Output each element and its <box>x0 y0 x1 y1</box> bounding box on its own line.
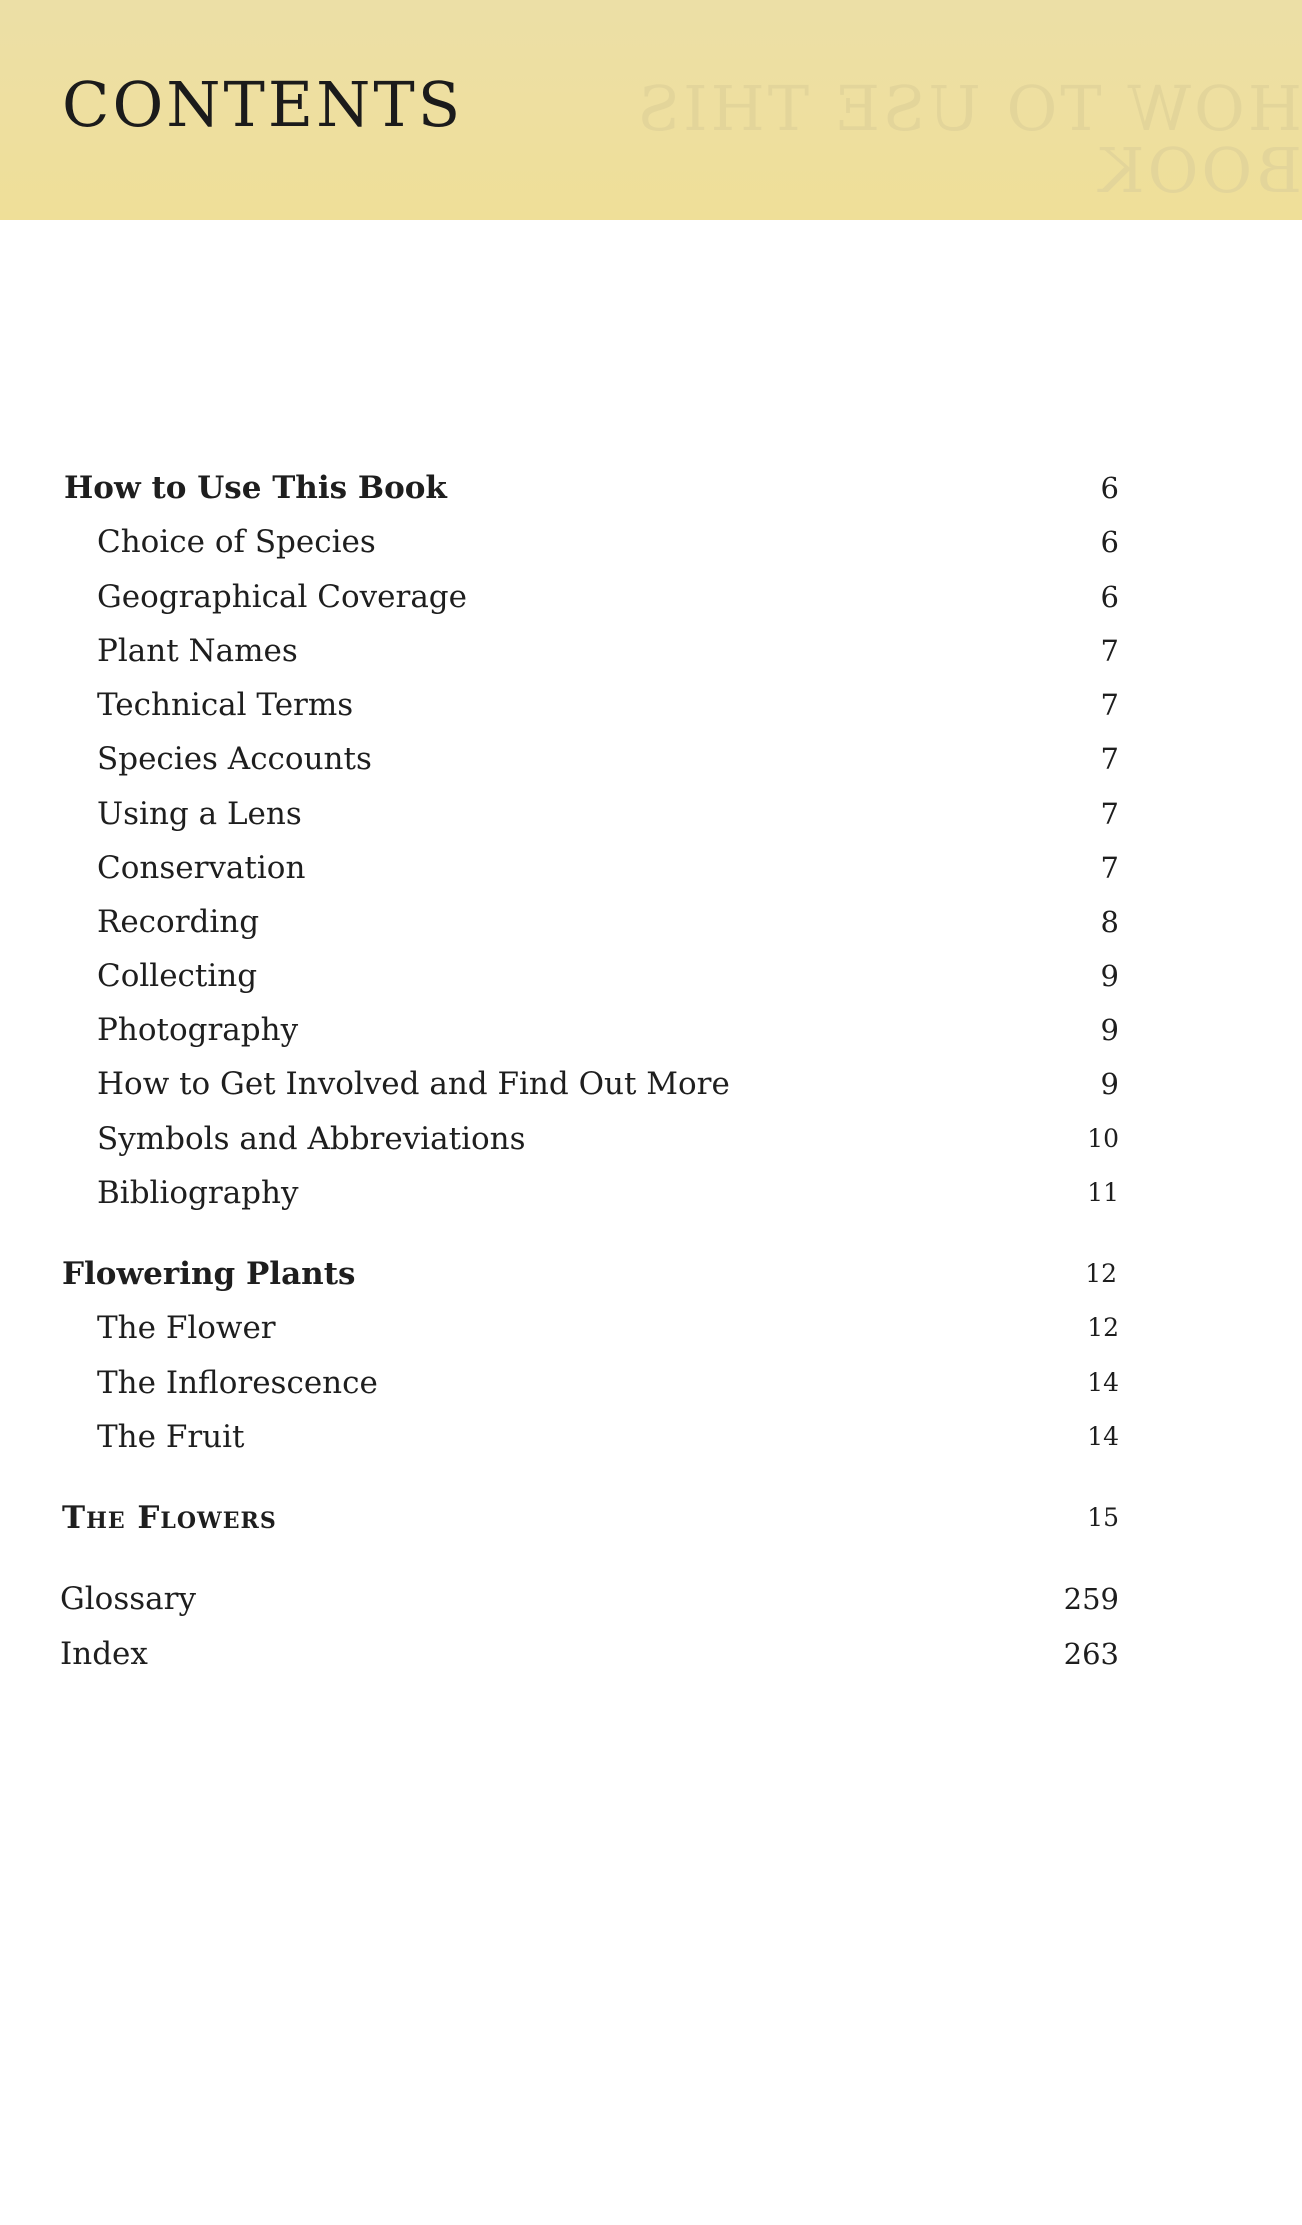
header-band <box>0 0 1302 220</box>
toc-entry-title: Using a Lens <box>97 796 302 832</box>
toc-page-number: 6 <box>1100 580 1119 614</box>
toc-entry[interactable] <box>0 844 1302 892</box>
toc-entry-title: How to Get Involved and Find Out More <box>97 1066 730 1102</box>
toc-entry-title: Technical Terms <box>97 687 354 723</box>
toc-entry-title: Choice of Species <box>97 524 376 560</box>
toc-entry[interactable] <box>0 1169 1302 1217</box>
toc-page-number: 7 <box>1100 634 1119 668</box>
toc-entry-title: Conservation <box>97 850 306 886</box>
toc-page-number: 10 <box>1087 1124 1119 1153</box>
toc-entry[interactable] <box>0 790 1302 838</box>
toc-entry[interactable] <box>0 573 1302 621</box>
toc-page-number: 15 <box>1087 1503 1119 1532</box>
toc-section-title: How to Use This Book <box>64 470 447 506</box>
page-title: CONTENTS <box>62 68 464 141</box>
toc-page-number: 7 <box>1100 688 1119 722</box>
toc-entry[interactable] <box>0 1359 1302 1407</box>
toc-section-how-to-use[interactable] <box>0 464 1302 512</box>
toc-entry-title: Index <box>60 1636 148 1672</box>
toc-page-number: 6 <box>1100 525 1119 559</box>
toc-entry-title: Symbols and Abbreviations <box>97 1121 526 1157</box>
toc-page-number: 14 <box>1087 1422 1119 1451</box>
toc-entry[interactable] <box>0 1006 1302 1054</box>
toc-entry-title: Bibliography <box>97 1175 299 1211</box>
toc-page-number: 11 <box>1087 1178 1119 1207</box>
toc-entry-title: The Flower <box>97 1310 276 1346</box>
toc-entry[interactable] <box>0 627 1302 675</box>
toc-page-number: 263 <box>1063 1637 1119 1671</box>
toc-entry[interactable] <box>0 1413 1302 1461</box>
toc-entry-title: Species Accounts <box>97 741 372 777</box>
toc-entry[interactable] <box>0 1115 1302 1163</box>
toc-entry-index[interactable] <box>0 1630 1302 1678</box>
toc-section-the-flowers[interactable] <box>0 1494 1302 1542</box>
toc-entry[interactable] <box>0 1060 1302 1108</box>
toc-entry-title: Plant Names <box>97 633 298 669</box>
toc-page-number: 9 <box>1100 959 1119 993</box>
toc-entry-title: Collecting <box>97 958 258 994</box>
toc-entry-title: Recording <box>97 904 260 940</box>
toc-page-number: 7 <box>1100 797 1119 831</box>
toc-page-number: 9 <box>1100 1013 1119 1047</box>
toc-entry[interactable] <box>0 952 1302 1000</box>
toc-entry-title: Photography <box>97 1012 299 1048</box>
toc-page-number: 259 <box>1063 1582 1119 1616</box>
toc-page-number: 7 <box>1100 742 1119 776</box>
toc-entry[interactable] <box>0 1304 1302 1352</box>
toc-page-number: 6 <box>1100 471 1119 505</box>
bleed-through-text: HOW TO USE THIS BOOK <box>634 72 1302 207</box>
toc-entry-glossary[interactable] <box>0 1575 1302 1623</box>
toc-section-title: Flowering Plants <box>62 1256 356 1292</box>
toc-entry-title: Glossary <box>60 1581 196 1617</box>
toc-entry-title: The Inflorescence <box>97 1365 378 1401</box>
toc-page-number: 12 <box>1087 1313 1119 1342</box>
toc-section-flowering-plants[interactable] <box>0 1250 1300 1298</box>
toc-page-number: 9 <box>1100 1067 1119 1101</box>
toc-page-number: 8 <box>1100 905 1119 939</box>
toc-entry[interactable] <box>0 518 1302 566</box>
toc-page-number: 7 <box>1100 851 1119 885</box>
toc-page-number: 12 <box>1085 1259 1117 1288</box>
toc-entry[interactable] <box>0 681 1302 729</box>
toc-entry[interactable] <box>0 898 1302 946</box>
toc-page-number: 14 <box>1087 1368 1119 1397</box>
toc-entry[interactable] <box>0 735 1302 783</box>
toc-entry-title: The Fruit <box>97 1419 245 1455</box>
toc-section-title: The Flowers <box>62 1500 277 1536</box>
toc-entry-title: Geographical Coverage <box>97 579 467 615</box>
